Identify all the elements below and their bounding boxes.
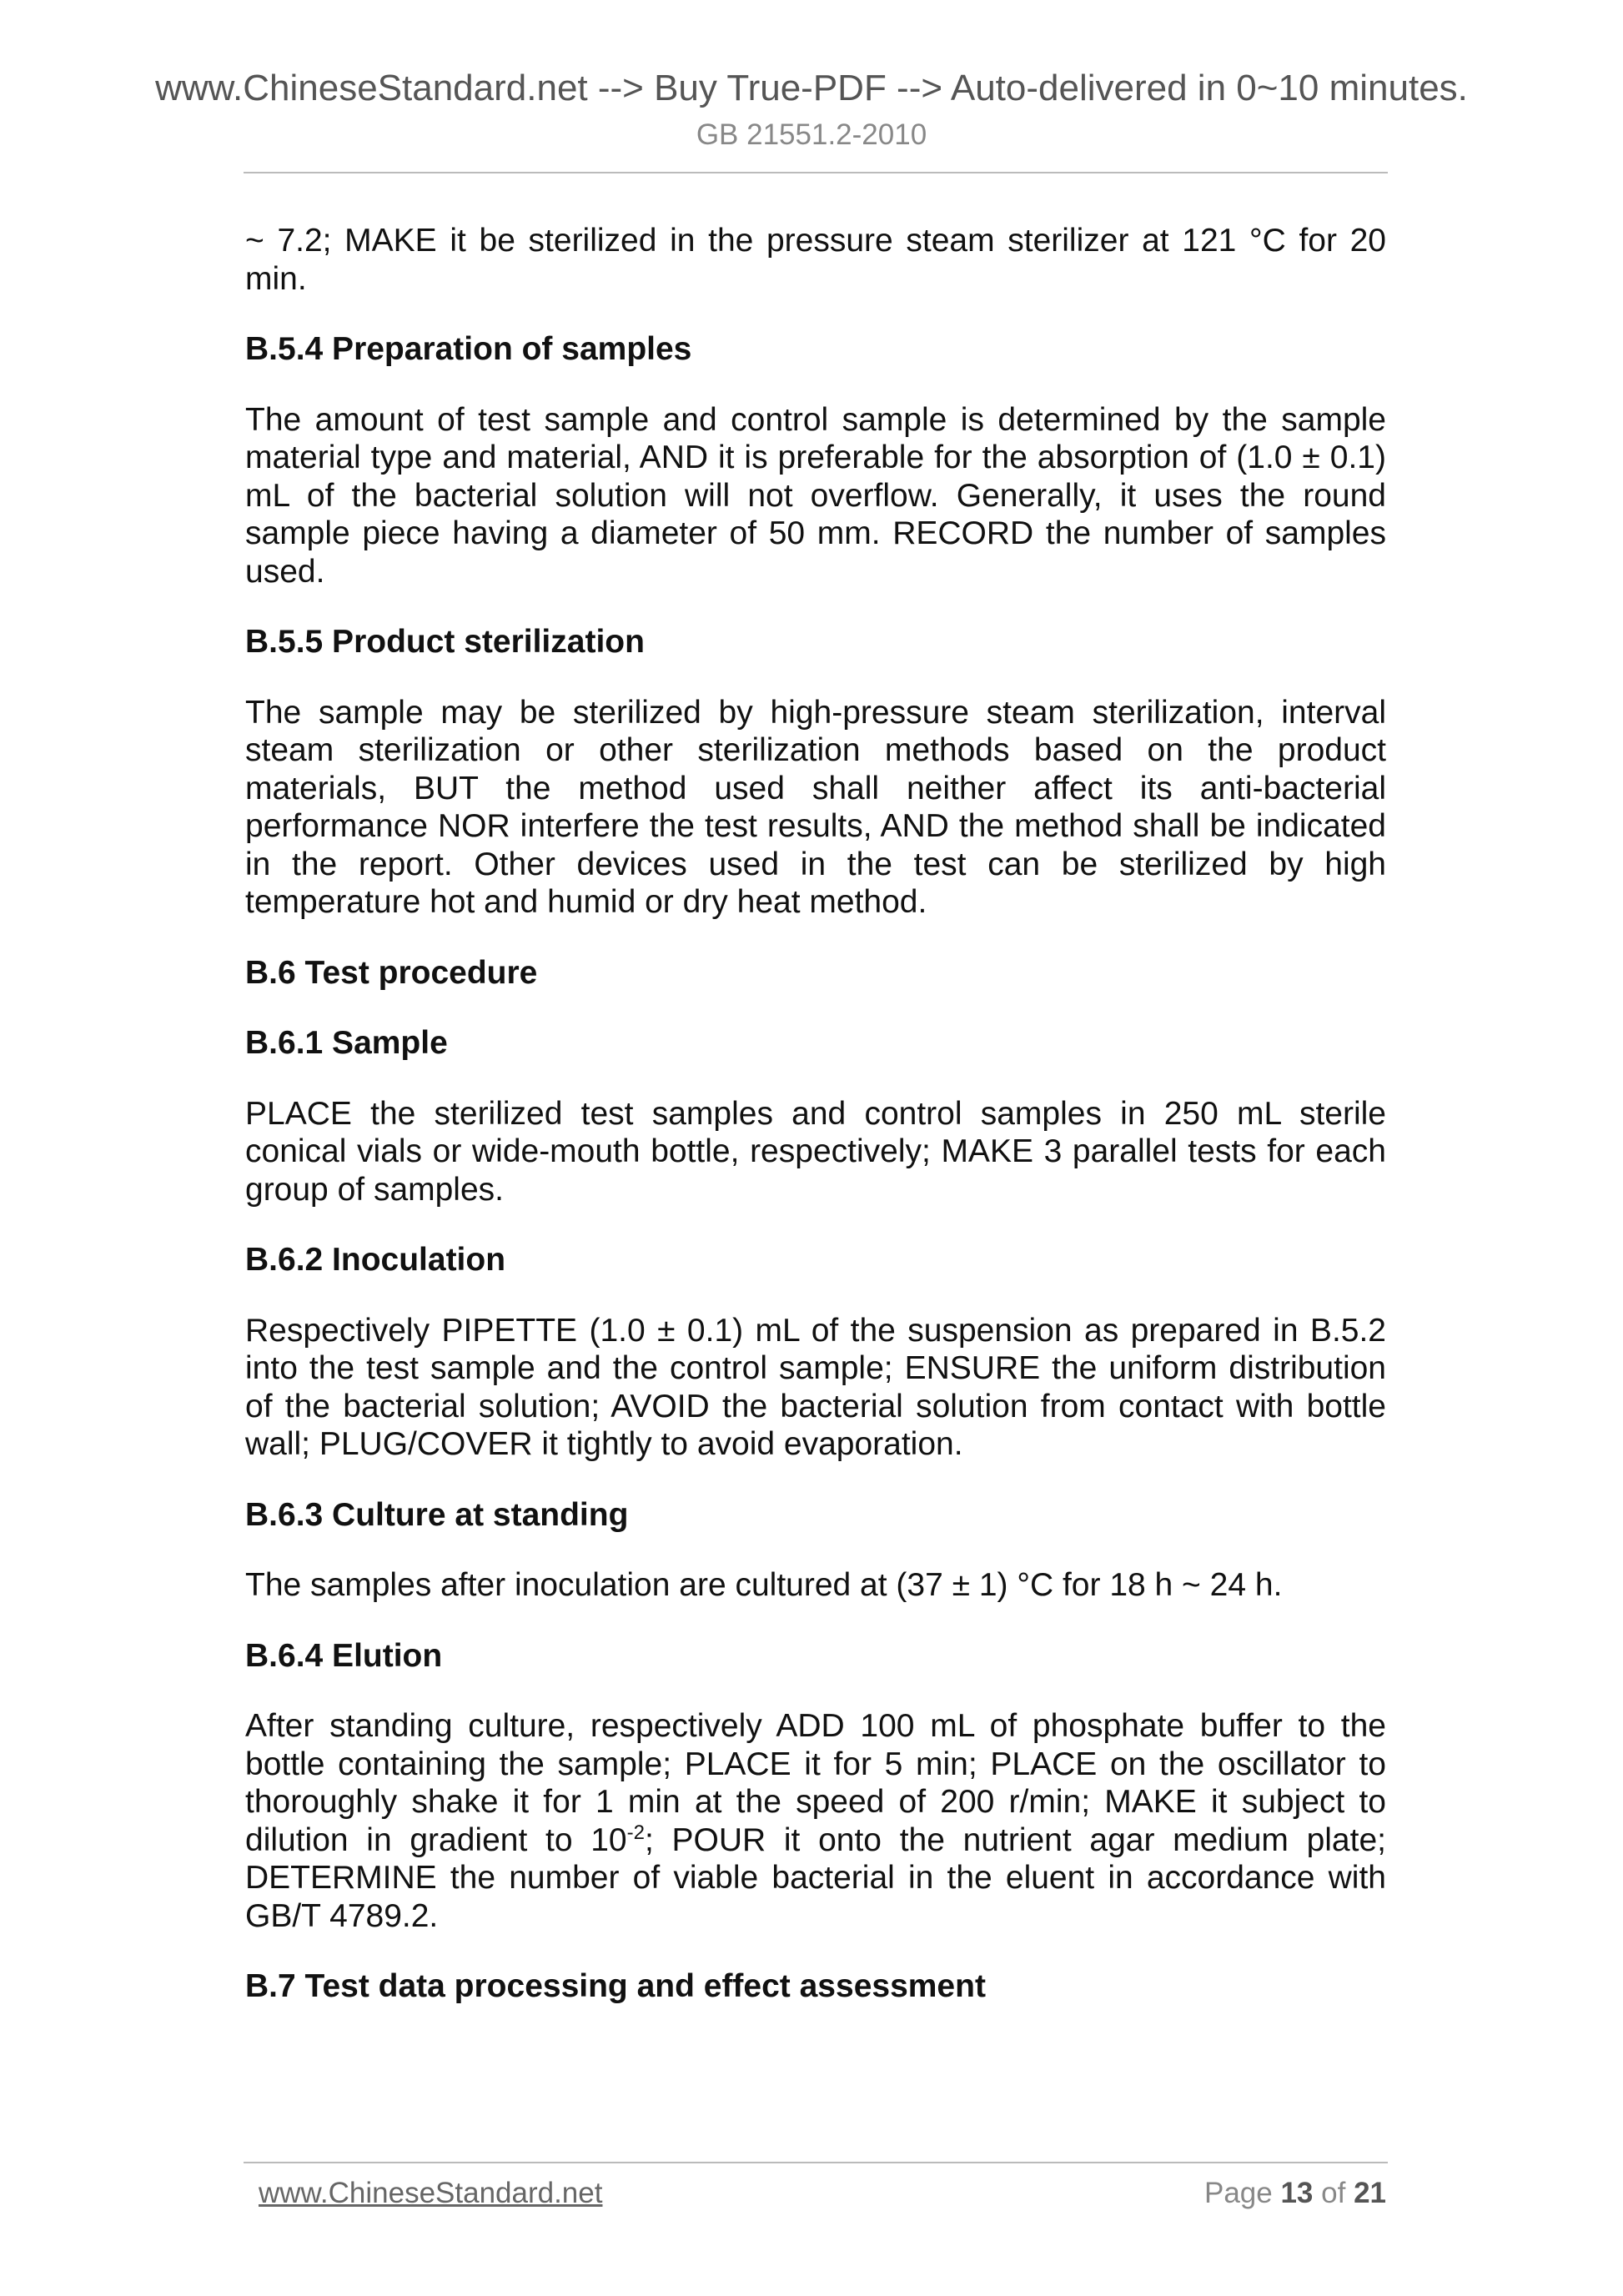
paragraph-b63: The samples after inoculation are cultured at (37 ± 1) °C for 18 h ~ 24 h. xyxy=(245,1567,1283,1603)
paragraph-b64-part1: After standing culture, respectively ADD 100 mL of phosphate buffer to the bottle containing the sample; PLACE it for 5 min; PLACE on the oscillator to thoroughly shake it for 1 min at the speed of 200 r/min; MAKE it subject to dilution in gradient to 10 xyxy=(245,1708,1386,1858)
footer-divider xyxy=(244,2162,1388,2163)
header-banner: www.ChineseStandard.net --> Buy True-PDF --> Auto-delivered in 0~10 minutes. xyxy=(155,68,1468,108)
heading-b7: B.7 Test data processing and effect assessment xyxy=(245,1968,986,2004)
footer-website-link[interactable]: www.ChineseStandard.net xyxy=(259,2177,603,2209)
paragraph-b61: PLACE the sterilized test samples and control samples in 250 mL sterile conical vials or wide-mouth bottle, respectively; MAKE 3 parallel tests for each group of samples. xyxy=(245,1095,1386,1208)
heading-b54: B.5.4 Preparation of samples xyxy=(245,331,692,367)
heading-b61: B.6.1 Sample xyxy=(245,1025,448,1061)
heading-b6: B.6 Test procedure xyxy=(245,954,538,991)
page-total: 21 xyxy=(1354,2177,1386,2209)
exponent: -2 xyxy=(626,1821,645,1844)
paragraph-b54: The amount of test sample and control sample is determined by the sample material type and material, AND it is preferable for the absorption of (1.0 ± 0.1) mL of the bacterial solution will not overflow. Generally, it uses the round sample piece having a diameter of 50 mm. RECORD the number of samples used. xyxy=(245,401,1386,590)
page-current: 13 xyxy=(1280,2177,1314,2209)
page-of: of xyxy=(1321,2177,1346,2209)
heading-b62: B.6.2 Inoculation xyxy=(245,1242,506,1278)
paragraph-continuation: ~ 7.2; MAKE it be sterilized in the pressure steam sterilizer at 121 °C for 20 min. xyxy=(245,223,1386,297)
paragraph-b64-part2: ; POUR it onto the nutrient agar medium plate; DETERMINE the number of viable bacterial in the eluent in accordance with GB/T 4789.2. xyxy=(245,1821,1386,1934)
page-number xyxy=(1204,2175,1386,2212)
page-word: Page xyxy=(1203,2177,1273,2209)
paragraph-b55: The sample may be sterilized by high-pressure steam sterilization, interval steam sterilization or other sterilization methods based on the product materials, BUT the method used shall neither affect its anti-bacterial performance NOR interfere the test results, AND the method shall be indicated in the report. Other devices used in the test can be sterilized by high temperature hot and humid or dry heat method. xyxy=(245,694,1386,920)
paragraph-b62: Respectively PIPETTE (1.0 ± 0.1) mL of the suspension as prepared in B.5.2 into the test sample and the control sample; ENSURE the uniform distribution of the bacterial solution; AVOID the bacterial solution from contact with bottle wall; PLUG/COVER it tightly to avoid evaporation. xyxy=(245,1312,1386,1462)
standard-number: GB 21551.2-2010 xyxy=(696,118,927,151)
heading-b64: B.6.4 Elution xyxy=(245,1637,443,1674)
heading-b63: B.6.3 Culture at standing xyxy=(245,1496,629,1533)
header-divider xyxy=(244,172,1388,173)
heading-b55: B.5.5 Product sterilization xyxy=(245,624,645,660)
paragraph-b64 xyxy=(245,1707,1386,1935)
document-body xyxy=(245,222,1386,2038)
